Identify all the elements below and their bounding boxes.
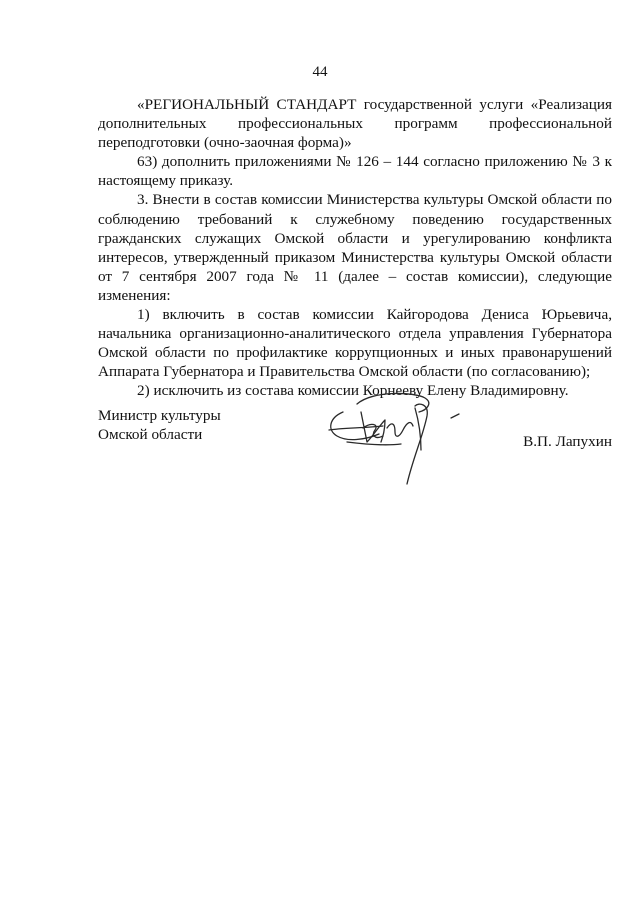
signer-title-line-1: Министр культуры bbox=[98, 407, 221, 424]
page-number: 44 bbox=[312, 64, 328, 80]
paragraph-item-3-commission: 3. Внести в состав комиссии Министерства культуры Омской области по соблюдению требований к служебному поведению государственных гражданских служащих Омской области и урегулированию конфликта интересов, утвержденный приказом Министерства культуры Омской области от 7 сентября 2007 года № 11 (далее – состав комиссии), следующие изменения: bbox=[98, 191, 612, 304]
signer-title bbox=[98, 406, 221, 444]
paragraph-include-member: 1) включить в состав комиссии Кайгородова Дениса Юрьевича, начальника организационно-аналитического отдела управления Губернатора Омской области по профилактике коррупционных и иных правонарушений Аппарата Губернатора и Правительства Омской области (по согласованию); bbox=[98, 306, 612, 381]
handwritten-signature bbox=[323, 392, 483, 497]
signer-name: В.П. Лапухин bbox=[523, 433, 612, 450]
document-body bbox=[98, 95, 612, 401]
paragraph-exclude-member: 2) исключить из состава комиссии Корнееву Елену Владимировну. bbox=[137, 382, 569, 400]
signer-title-line-2: Омской области bbox=[98, 426, 203, 444]
paragraph-item-63: 63) дополнить приложениями № 126 – 144 согласно приложению № 3 к настоящему приказу. bbox=[98, 153, 612, 190]
paragraph-regional-standard: «РЕГИОНАЛЬНЫЙ СТАНДАРТ государственной услуги «Реализация дополнительных профессиональных программ профессиональной переподготовки (очно-заочная форма)» bbox=[98, 96, 612, 152]
signature-block bbox=[98, 406, 612, 496]
